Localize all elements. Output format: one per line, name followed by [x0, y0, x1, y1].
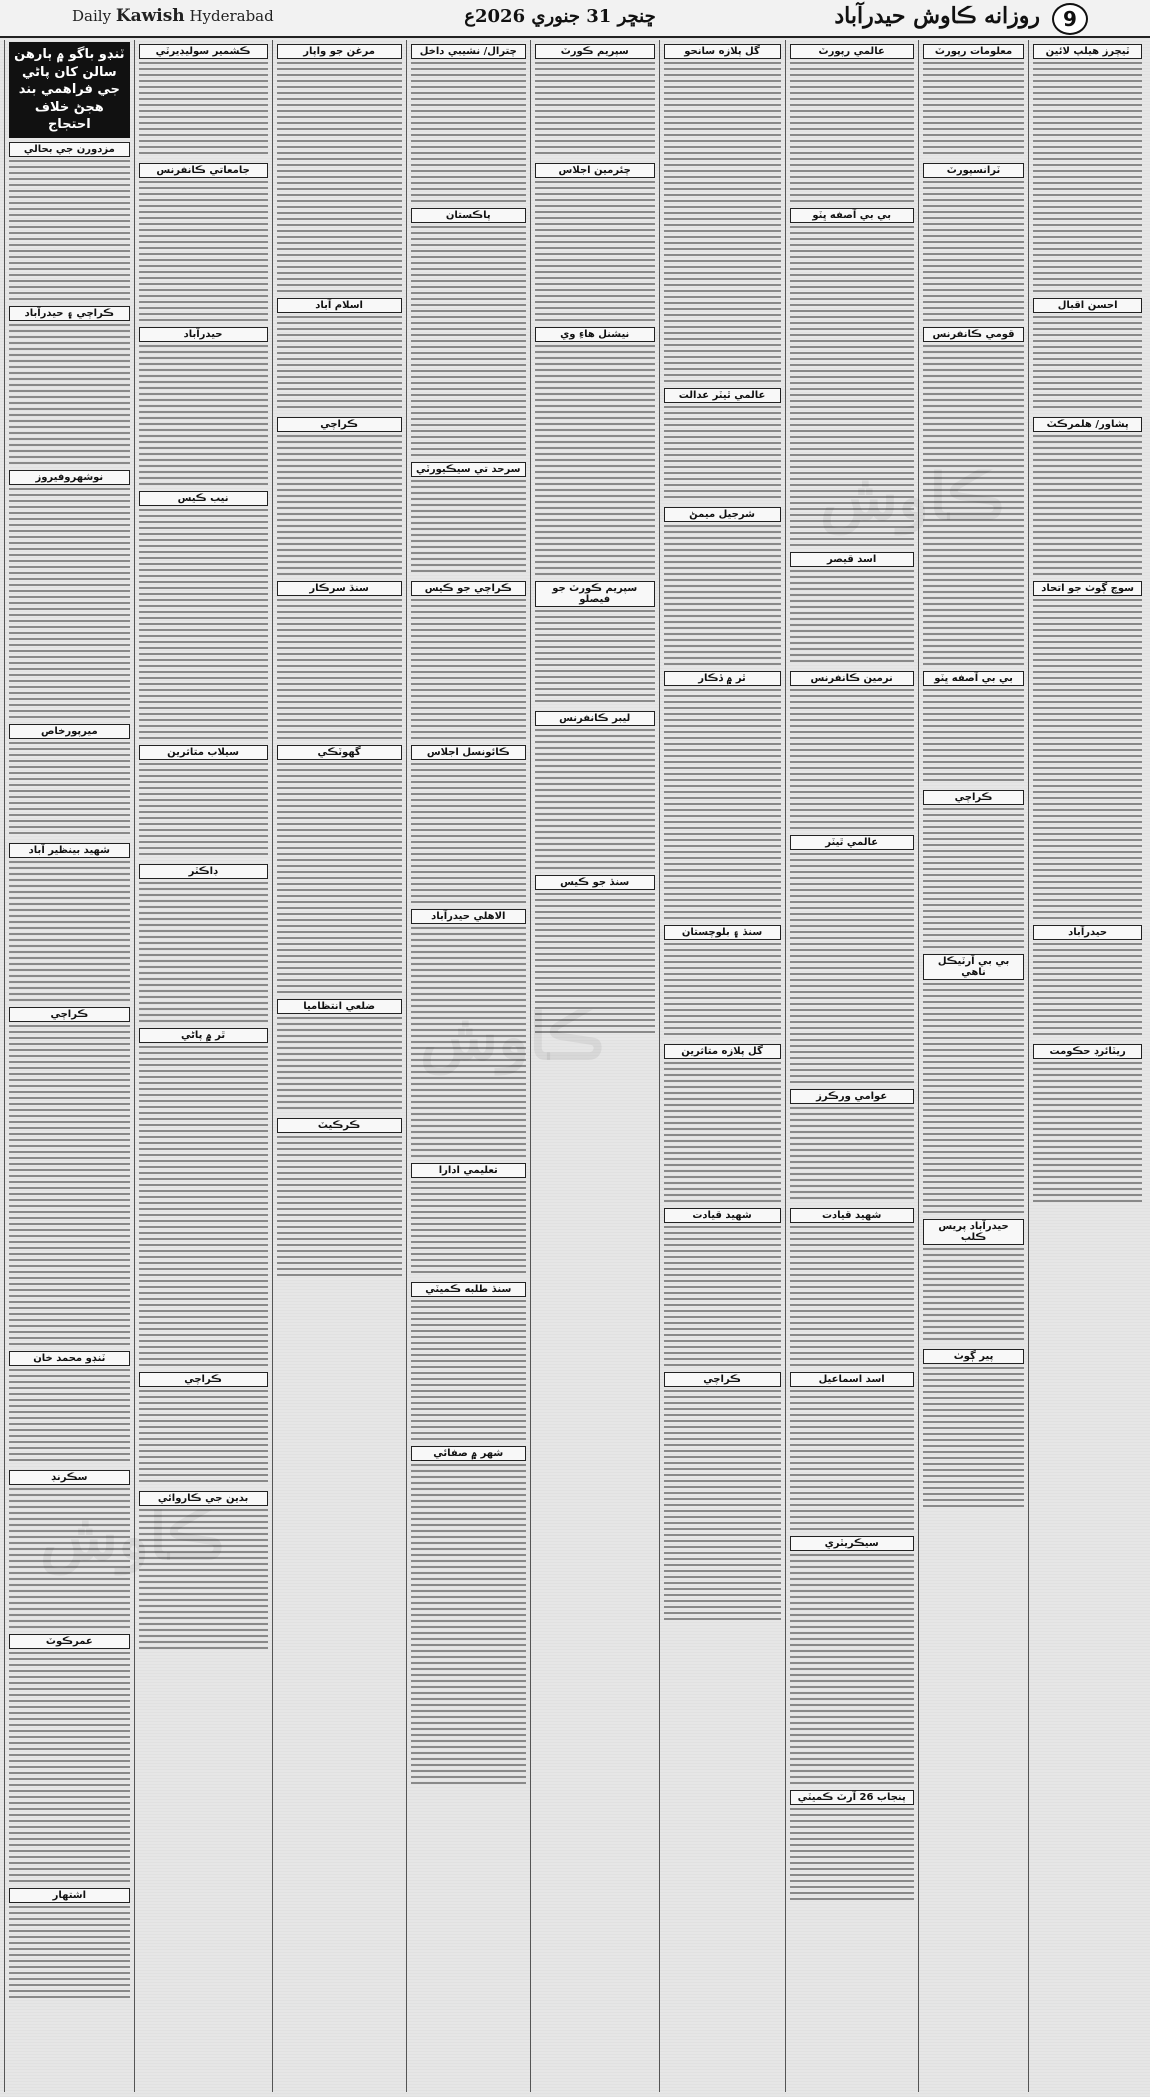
news-story — [411, 44, 526, 202]
masthead — [0, 0, 1150, 38]
news-story — [664, 1044, 781, 1202]
story-body-text — [664, 943, 781, 1038]
story-headline: حيدرآباد — [1033, 925, 1142, 940]
news-story — [790, 1536, 914, 1784]
story-body-text — [664, 1062, 781, 1202]
story-headline: سنڌ ۽ بلوچستان — [664, 925, 781, 940]
news-story — [139, 1372, 268, 1485]
story-body-text — [790, 1808, 914, 1903]
news-story — [790, 1208, 914, 1366]
news-story — [1033, 417, 1142, 575]
story-body-text — [9, 1369, 130, 1464]
story-headline: پير ڳوٺ — [923, 1349, 1024, 1364]
news-story — [411, 581, 526, 739]
story-headline: سيلاب متاثرين — [139, 745, 268, 760]
issue-date: ڇنڇر 31 جنوري 2026ع — [464, 6, 656, 27]
news-story — [923, 790, 1024, 948]
story-headline: بي بي آصفه ڀٽو — [923, 671, 1024, 686]
news-story — [277, 298, 402, 411]
story-headline: پشاور/ هلمرڪٽ — [1033, 417, 1142, 432]
story-headline: اسد اسماعيل — [790, 1372, 914, 1387]
story-body-text — [139, 62, 268, 157]
column-9 — [4, 40, 134, 2092]
story-body-text — [923, 345, 1024, 665]
column-6 — [406, 40, 530, 2092]
news-story — [664, 925, 781, 1038]
news-story — [790, 835, 914, 1083]
story-body-text — [664, 406, 781, 501]
story-headline: ڪراچي — [664, 1372, 781, 1387]
news-story — [790, 44, 914, 202]
story-headline: بي بي آصفه ڀٽو — [790, 208, 914, 223]
story-body-text — [1033, 435, 1142, 575]
story-headline: اشتهار — [9, 1888, 130, 1903]
column-5 — [530, 40, 659, 2092]
news-story — [139, 864, 268, 1022]
news-story — [790, 1372, 914, 1530]
story-body-text — [535, 893, 655, 1033]
story-headline: نرمين ڪانفرنس — [790, 671, 914, 686]
story-headline: ٽرانسپورٽ — [923, 163, 1024, 178]
story-body-text — [790, 1226, 914, 1366]
story-body-text — [9, 488, 130, 718]
news-story — [411, 462, 526, 575]
story-body-text — [139, 1390, 268, 1485]
news-story — [277, 581, 402, 739]
news-story — [411, 1163, 526, 1276]
story-headline: اسلام آباد — [277, 298, 402, 313]
story-headline: ڊاڪٽر — [139, 864, 268, 879]
news-story — [535, 581, 655, 705]
news-story — [923, 1219, 1024, 1343]
story-headline: معلومات رپورٽ — [923, 44, 1024, 59]
news-story — [9, 1634, 130, 1882]
news-story — [139, 491, 268, 739]
story-headline: مزدورن جي بحالي — [9, 142, 130, 157]
story-headline: عالمي ٿيٽر عدالت — [664, 388, 781, 403]
story-body-text — [535, 181, 655, 321]
story-headline: سوچ ڳوٺ جو اتحاد — [1033, 581, 1142, 596]
news-story — [411, 909, 526, 1157]
story-headline: حيدرآباد پريس ڪلب — [923, 1219, 1024, 1245]
news-story — [664, 1372, 781, 1620]
news-story — [923, 44, 1024, 157]
story-body-text — [411, 927, 526, 1157]
news-story — [277, 44, 402, 292]
news-story — [664, 1208, 781, 1366]
news-story — [139, 44, 268, 157]
story-body-text — [923, 1248, 1024, 1343]
news-story — [923, 1349, 1024, 1507]
news-story — [139, 1028, 268, 1366]
story-body-text — [411, 763, 526, 903]
story-headline: سرحد تي سيڪيورٽي — [411, 462, 526, 477]
story-headline: شهيد قيادت — [664, 1208, 781, 1223]
story-body-text — [139, 345, 268, 485]
story-headline: ٿر ۾ ڏڪار — [664, 671, 781, 686]
watermark: ڪاوش — [40, 1500, 225, 1575]
news-story — [535, 44, 655, 157]
column-2 — [918, 40, 1028, 2092]
story-headline: ٽنڊو محمد خان — [9, 1351, 130, 1366]
story-body-text — [411, 599, 526, 739]
english-title-prefix: Daily — [72, 7, 112, 25]
story-body-text — [139, 1509, 268, 1649]
story-body-text — [790, 226, 914, 546]
story-body-text — [1033, 62, 1142, 292]
news-story — [664, 671, 781, 919]
story-headline: عوامي ورڪرز — [790, 1089, 914, 1104]
story-body-text — [664, 1226, 781, 1366]
story-body-text — [9, 742, 130, 837]
news-story — [411, 208, 526, 456]
story-body-text — [277, 435, 402, 575]
story-headline: شهيد بينظير آباد — [9, 843, 130, 858]
story-body-text — [790, 62, 914, 202]
news-story — [923, 163, 1024, 321]
story-headline: بدين جي ڪاروائي — [139, 1491, 268, 1506]
story-body-text — [277, 763, 402, 993]
story-headline: ڪائونسل اجلاس — [411, 745, 526, 760]
news-story — [411, 1446, 526, 1784]
story-headline: اسد قيصر — [790, 552, 914, 567]
story-headline: سڪرنڊ — [9, 1470, 130, 1485]
story-headline: ڪراچي ۽ حيدرآباد — [9, 306, 130, 321]
news-story — [277, 1118, 402, 1276]
story-body-text — [790, 853, 914, 1083]
story-headline: قومي ڪانفرنس — [923, 327, 1024, 342]
story-body-text — [277, 599, 402, 739]
story-body-text — [139, 763, 268, 858]
story-body-text — [1033, 316, 1142, 411]
story-body-text — [664, 689, 781, 919]
story-body-text — [535, 62, 655, 157]
news-story — [9, 1888, 130, 2001]
story-body-text — [9, 1488, 130, 1628]
story-headline: نوشهروفيروز — [9, 470, 130, 485]
english-city: Hyderabad — [189, 7, 274, 25]
story-headline: ڪراچي — [923, 790, 1024, 805]
story-body-text — [9, 1025, 130, 1345]
story-body-text — [923, 62, 1024, 157]
story-body-text — [139, 1046, 268, 1366]
story-headline: ڪراچي جو ڪيس — [411, 581, 526, 596]
news-story — [535, 711, 655, 869]
story-headline: ضلعي انتظاميا — [277, 999, 402, 1014]
story-body-text — [923, 181, 1024, 321]
news-story — [277, 417, 402, 575]
story-headline: گهوٽڪي — [277, 745, 402, 760]
news-story — [535, 327, 655, 575]
story-headline: گل پلازه متاثرين — [664, 1044, 781, 1059]
story-body-text — [277, 1136, 402, 1276]
story-headline: ريٽائرڊ حڪومت — [1033, 1044, 1142, 1059]
story-headline: ڪراچي — [9, 1007, 130, 1022]
news-story — [9, 843, 130, 1001]
news-story — [923, 327, 1024, 665]
news-story — [1033, 44, 1142, 292]
news-story — [664, 44, 781, 382]
story-headline: نيب ڪيس — [139, 491, 268, 506]
news-story — [411, 1282, 526, 1440]
story-body-text — [664, 525, 781, 665]
story-body-text — [277, 316, 402, 411]
story-body-text — [139, 181, 268, 321]
story-body-text — [790, 1390, 914, 1530]
story-headline: احسن اقبال — [1033, 298, 1142, 313]
story-headline: ڪراچي — [139, 1372, 268, 1387]
story-body-text — [790, 1107, 914, 1202]
news-story — [139, 1491, 268, 1649]
story-body-text — [790, 689, 914, 829]
page-number-badge: 9 — [1052, 3, 1088, 35]
story-headline: سنڌ جو ڪيس — [535, 875, 655, 890]
news-story — [1033, 925, 1142, 1038]
story-body-text — [9, 1906, 130, 2001]
news-story — [9, 1470, 130, 1628]
story-body-text — [923, 983, 1024, 1213]
news-story — [790, 671, 914, 829]
story-headline: نيشنل هاءِ وي — [535, 327, 655, 342]
news-story — [277, 999, 402, 1112]
news-story — [9, 306, 130, 464]
story-body-text — [9, 1652, 130, 1882]
news-story — [411, 745, 526, 903]
story-body-text — [923, 1367, 1024, 1507]
story-body-text — [923, 808, 1024, 948]
story-headline: سنڌ سرڪار — [277, 581, 402, 596]
column-3 — [785, 40, 918, 2092]
english-masthead — [72, 6, 274, 26]
story-headline: سيڪريٽري — [790, 1536, 914, 1551]
lead-banner-headline: ٽنڊو باگو ۾ ٻارهن سالن کان پاڻي جي فراهمي بند هجڻ خلاف احتجاج — [9, 42, 130, 138]
story-body-text — [1033, 599, 1142, 919]
story-headline: ميرپورخاص — [9, 724, 130, 739]
story-body-text — [9, 160, 130, 300]
story-body-text — [535, 345, 655, 575]
news-story — [1033, 1044, 1142, 1202]
story-headline: مرغن جو واپار — [277, 44, 402, 59]
story-body-text — [535, 610, 655, 705]
news-story — [9, 470, 130, 718]
story-headline: الاهلي حيدرآباد — [411, 909, 526, 924]
story-body-text — [9, 324, 130, 464]
news-story — [9, 1351, 130, 1464]
story-headline: ٽيچرز هيلپ لائين — [1033, 44, 1142, 59]
news-story — [1033, 298, 1142, 411]
story-headline: ڪشمير سوليڊيرٽي — [139, 44, 268, 59]
story-body-text — [139, 882, 268, 1022]
story-body-text — [1033, 1062, 1142, 1202]
news-story — [535, 875, 655, 1033]
story-headline: پاڪستان — [411, 208, 526, 223]
column-7 — [272, 40, 406, 2092]
news-story — [9, 724, 130, 837]
story-body-text — [9, 861, 130, 1001]
story-headline: عمرڪوٽ — [9, 1634, 130, 1649]
news-columns — [4, 40, 1146, 2092]
story-headline: ليبر ڪانفرنس — [535, 711, 655, 726]
story-headline: عالمي رپورٽ — [790, 44, 914, 59]
story-body-text — [790, 570, 914, 665]
news-story — [664, 388, 781, 501]
news-story — [790, 1089, 914, 1202]
story-body-text — [535, 729, 655, 869]
story-headline: شهر ۾ صفائي — [411, 1446, 526, 1461]
news-story — [790, 1790, 914, 1903]
story-body-text — [411, 480, 526, 575]
story-body-text — [277, 62, 402, 292]
story-headline: شرجيل ميمڻ — [664, 507, 781, 522]
news-story — [790, 552, 914, 665]
story-body-text — [411, 1181, 526, 1276]
story-body-text — [664, 62, 781, 382]
story-headline: چئرمين اجلاس — [535, 163, 655, 178]
story-body-text — [411, 1464, 526, 1784]
story-body-text — [139, 509, 268, 739]
news-story — [1033, 581, 1142, 919]
story-headline: بي بي آرٽيڪل ناهي — [923, 954, 1024, 980]
column-4 — [659, 40, 785, 2092]
story-headline: چترال/ نشيبي داخل — [411, 44, 526, 59]
column-1 — [1028, 40, 1146, 2092]
story-body-text — [790, 1554, 914, 1784]
story-body-text — [1033, 943, 1142, 1038]
news-story — [535, 163, 655, 321]
news-story — [139, 745, 268, 858]
story-headline: سپريم ڪورٽ جو فيصلو — [535, 581, 655, 607]
news-story — [139, 327, 268, 485]
story-body-text — [664, 1390, 781, 1620]
column-8 — [134, 40, 272, 2092]
story-headline: ٿر ۾ پاڻي — [139, 1028, 268, 1043]
story-body-text — [411, 62, 526, 202]
story-headline: ڪرڪيٽ — [277, 1118, 402, 1133]
urdu-masthead-title: روزانه ڪاوش حيدرآباد — [834, 3, 1040, 29]
news-story — [139, 163, 268, 321]
story-headline: تعليمي ادارا — [411, 1163, 526, 1178]
story-headline: جامعاتي ڪانفرنس — [139, 163, 268, 178]
news-story — [923, 671, 1024, 784]
news-story — [9, 1007, 130, 1345]
news-story — [790, 208, 914, 546]
story-headline: گل پلازه سانحو — [664, 44, 781, 59]
story-body-text — [411, 1300, 526, 1440]
news-story — [277, 745, 402, 993]
english-title-name: Kawish — [115, 6, 185, 26]
news-story — [664, 507, 781, 665]
story-headline: حيدرآباد — [139, 327, 268, 342]
news-story — [923, 954, 1024, 1213]
story-headline: پنجاب 26 آرٽ ڪميٽي — [790, 1790, 914, 1805]
story-headline: سنڌ طلبه ڪميٽي — [411, 1282, 526, 1297]
story-body-text — [277, 1017, 402, 1112]
story-body-text — [411, 226, 526, 456]
news-story — [9, 142, 130, 300]
story-headline: ڪراچي — [277, 417, 402, 432]
story-headline: شهيد قيادت — [790, 1208, 914, 1223]
story-headline: عالمي ٿيٽر — [790, 835, 914, 850]
story-headline: سپريم ڪورٽ — [535, 44, 655, 59]
story-body-text — [923, 689, 1024, 784]
